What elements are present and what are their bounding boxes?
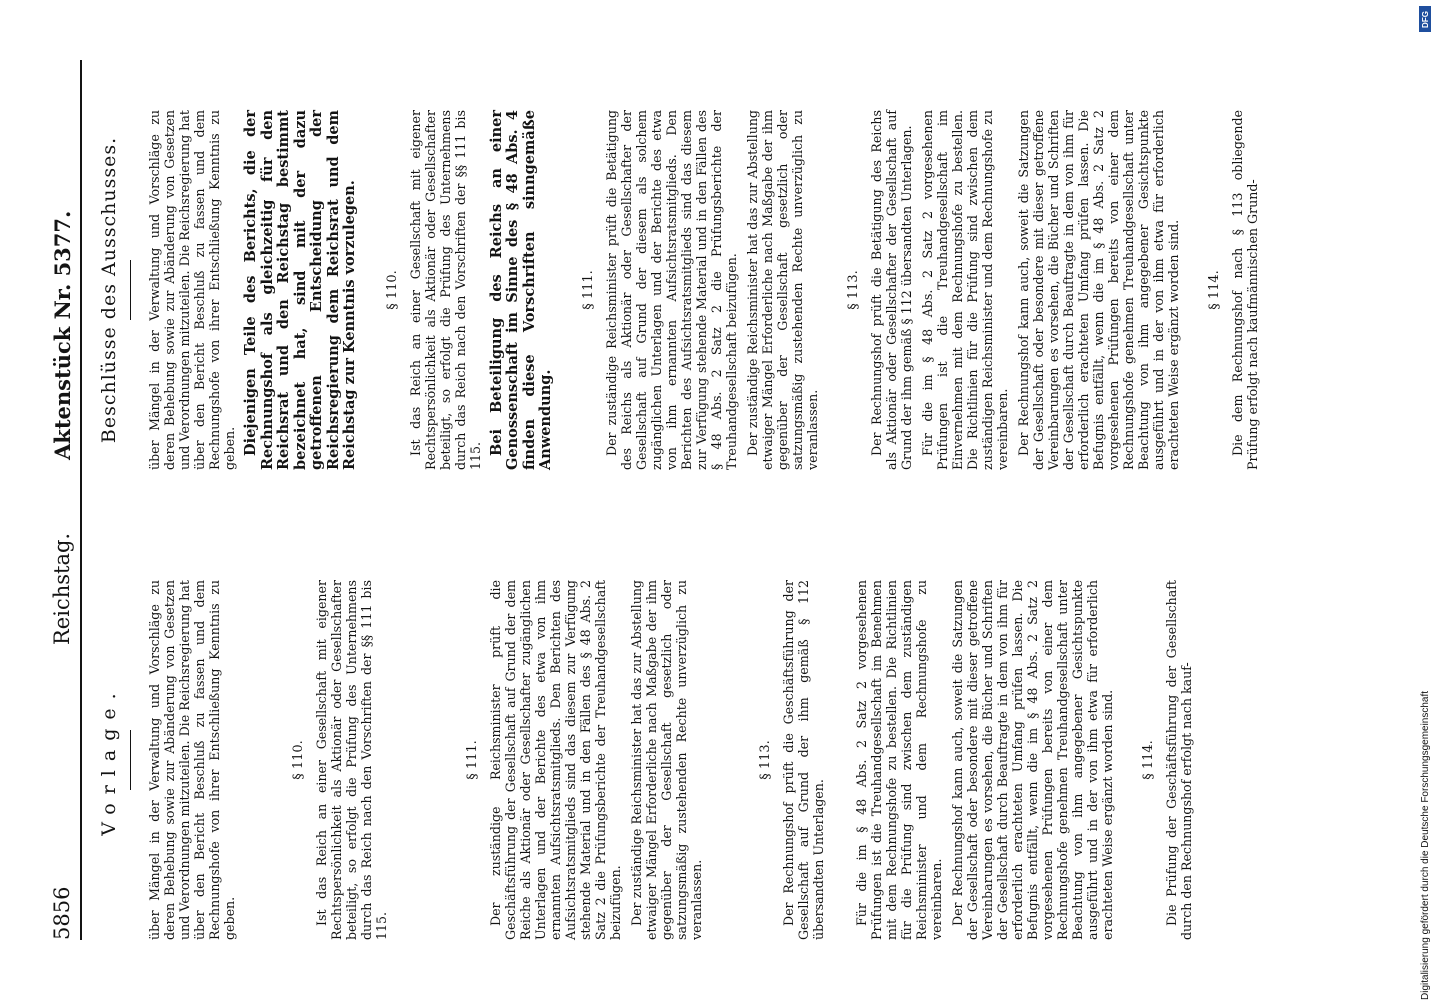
section-113-paragraph: Für die im § 48 Abs. 2 Satz 2 vorgesehenen Prüfungen ist die Treuhandgesellschaft im Einvernehmen mit dem Rechnungshofe zu bestellen. Die Richtlinien für die Prüfung sind zwischen dem zuständigen Reichsminister und dem Rechnungshofe zu vereinbaren.	[919, 110, 1010, 470]
column-vorlage	[98, 580, 1200, 940]
title-divider	[130, 730, 131, 790]
rotated-page	[50, 60, 1400, 940]
column-title: Vorlage.	[98, 684, 120, 836]
section-heading-114: § 114.	[1141, 740, 1156, 780]
section-110-text: Ist das Reich an einer Gesellschaft mit eigener Rechtspersönlichkeit als Aktionär oder Gesellschafter beteiligt, so erfolgt die Prüfung des Unternehmens durch das Reich nach den Vorschriften der §§ 111 bis 115.	[314, 580, 389, 940]
running-head: Reichstag.	[50, 532, 74, 645]
section-111-paragraph: Der zuständige Reichsminister hat das zur Abstellung etwaiger Mängel Erforderliche nach Maßgabe der ihm gegenüber der Gesellschaft gesetzlich oder satzungsmäßig zustehenden Rechte unverzüglich zu veranlassen.	[629, 580, 704, 940]
section-113-paragraph: Der Rechnungshof kann auch, soweit die Satzungen der Gesellschaft oder besondere mit dieser getroffene Vereinbarungen es vorsehen, die Bücher und Schriften der Gesellschaft durch Beauftragte in dem von ihm für erforderlich erachteten Umfang prüfen lassen. Die Befugnis entfällt, wenn die im § 48 Abs. 2 Satz 2 vorgesehenen Prüfungen bereits von einer dem Rechnungshofe genehmen Treuhandgesellschaft unter Beachtung von ihm angegebener Gesichtspunkte ausgeführt und in der von ihm etwa für erforderlich erachteten Weise ergänzt worden sind.	[950, 580, 1115, 940]
section-111-paragraph: Der zuständige Reichsminister hat das zur Abstellung etwaiger Mängel Erforderliche nach Maßgabe der ihm gegenüber der Gesellschaft gesetzlich oder satzungsmäßig zustehenden Rechte unverzüglich zu veranlassen.	[744, 110, 820, 470]
page-header	[50, 60, 74, 940]
section-heading-113: § 113.	[845, 270, 861, 310]
intro-paragraph: über Mängel in der Verwaltung und Vorschläge zu deren Behebung sowie zur Abänderung von Gesetzen und Verordnungen mitzuteilen. Die Reichsregierung hat über den Bericht Beschluß zu fassen und dem Rechnungshofe von ihrer Entschließung Kenntnis zu geben.	[147, 110, 237, 470]
column-title: Beschlüsse des Ausschusses.	[98, 136, 120, 444]
section-heading-110: § 110.	[291, 740, 306, 780]
dfg-logo: DFG	[1419, 6, 1431, 32]
document-label: Aktenstück Nr. 5377.	[50, 210, 75, 460]
title-divider	[130, 260, 131, 320]
header-rule	[80, 60, 82, 940]
section-113-paragraph: Der Rechnungshof prüft die Betätigung des Reichs als Aktionär oder Gesellschafter der Gesellschaft auf Grund der ihm gemäß § 112 übersandten Unterlagen.	[868, 110, 914, 470]
section-113-paragraph: Der Rechnungshof prüft die Geschäftsführung der Gesellschaft auf Grund der ihm gemäß § 112 übersandten Unterlagen.	[781, 580, 826, 940]
page-number: 5856	[50, 886, 74, 940]
section-heading-113: § 113.	[758, 740, 773, 780]
section-heading-111: § 111.	[580, 270, 596, 310]
intro-bold-paragraph: Diejenigen Teile des Berichts, die der Rechnungshof als gleichzeitig für den Reichsrat und den Reichstag bestimmt bezeichnet hat, sind mit der dazu getroffenen Entscheidung der Reichsregierung dem Reichsrat und dem Reichstag zur Kenntnis vorzulegen.	[242, 110, 358, 470]
section-heading-114: § 114.	[1206, 270, 1222, 310]
section-heading-110: § 110.	[384, 270, 400, 310]
section-111-paragraph: Der zuständige Reichsminister prüft die Betätigung des Reichs als Aktionär oder Gesellschafter der Gesellschaft auf Grund der diesem als solchem zugänglichen Unterlagen und der Berichte des etwa von ihm ernannten Aufsichtsratsmitglieds. Den Berichten des Aufsichtsratsmitglieds sind das diesem zur Verfügung stehende Material und in den Fällen des § 48 Abs. 2 Satz 2 die Prüfungsberichte der Treuhandgesellschaft beizufügen.	[603, 110, 739, 470]
section-113-paragraph: Für die im § 48 Abs. 2 Satz 2 vorgesehenen Prüfungen ist die Treuhandgesellschaft im Benehmen mit dem Rechnungshofe zu bestellen. Die Richtlinien für die Prüfung sind zwischen dem zuständigen Reichsminister und dem Rechnungshofe zu vereinbaren.	[854, 580, 944, 940]
column-beschluesse	[98, 110, 1266, 470]
section-110-bold: Bei Beteiligung des Reichs an einer Genossenschaft im Sinne des § 48 Abs. 4 finden diese Vorschriften sinngemäße Anwendung.	[487, 110, 554, 470]
section-111-paragraph: Der zuständige Reichsminister prüft die Geschäftsführung der Gesellschaft auf Grund der dem Reiche als Aktionär oder Gesellschafter zugänglichen Unterlagen und der Berichte des etwa von ihm ernannten Aufsichtsratsmitglieds. Den Berichten des Aufsichtsratsmitglieds sind das diesem zur Verfügung stehende Material und in den Fällen des § 48 Abs. 2 Satz 2 die Prüfungsberichte der Treuhandgesellschaft beizufügen.	[488, 580, 623, 940]
dfg-credit-strip	[1418, 0, 1432, 1000]
section-114-text: Die Prüfung der Geschäftsführung der Gesellschaft durch den Rechnungshof erfolgt nach kauf-	[1164, 580, 1194, 940]
section-113-paragraph: Der Rechnungshof kann auch, soweit die Satzungen der Gesellschaft oder besondere mit dieser getroffene Vereinbarungen es vorsehen, die Bücher und Schriften der Gesellschaft durch Beauftragte in dem von ihm für erforderlich erachteten Umfang prüfen lassen. Die Befugnis entfällt, wenn die im § 48 Abs. 2 Satz 2 vorgesehenen Prüfungen bereits von einer dem Rechnungshofe genehmen Treuhandgesellschaft unter Beachtung von ihm angegebener Gesichtspunkte ausgeführt und in der von ihm etwa für erforderlich erachteten Weise ergänzt worden sind.	[1015, 110, 1181, 470]
section-114-text: Die dem Rechnungshof nach § 113 obliegende Prüfung erfolgt nach kaufmännischen Grund-	[1229, 110, 1260, 470]
dfg-credit-text: Digitalisierung gefördert durch die Deutsche Forschungsgemeinschaft	[1420, 690, 1431, 1000]
intro-paragraph: über Mängel in der Verwaltung und Vorschläge zu deren Behebung sowie zur Abänderung von Gesetzen und Verordnungen mitzuteilen. Die Reichsregierung hat über den Bericht Beschluß zu fassen und dem Rechnungshofe von ihrer Entschließung Kenntnis zu geben.	[147, 580, 237, 940]
section-110-text: Ist das Reich an einer Gesellschaft mit eigener Rechtspersönlichkeit als Aktionär oder Gesellschafter beteiligt, so erfolgt die Prüfung des Unternehmens durch das Reich nach den Vorschriften der §§ 111 bis 115.	[407, 110, 483, 470]
section-heading-111: § 111.	[465, 740, 480, 780]
